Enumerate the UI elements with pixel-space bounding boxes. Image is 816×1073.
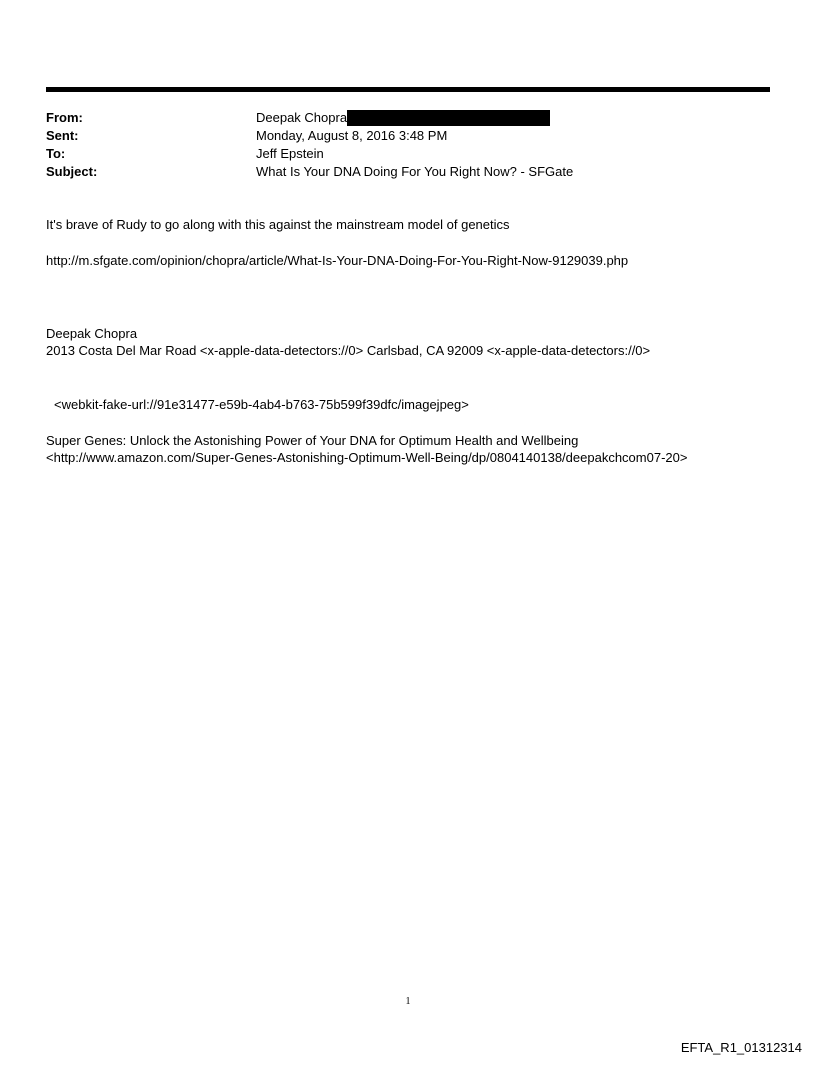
email-header [46, 109, 770, 181]
header-to-row [46, 145, 770, 163]
from-value [256, 109, 770, 127]
body-line-1: It's brave of Rudy to go along with this against the mainstream model of genetics [46, 217, 510, 232]
sent-value: Monday, August 8, 2016 3:48 PM [256, 128, 448, 143]
page-number: 1 [405, 996, 411, 1007]
from-name: Deepak Chopra [256, 110, 348, 125]
redaction-block [347, 110, 550, 126]
to-label: To: [46, 146, 66, 161]
header-sent-row [46, 127, 770, 145]
header-from-row [46, 109, 770, 127]
header-rule [46, 87, 770, 92]
signature-name: Deepak Chopra [46, 326, 138, 341]
document-id: EFTA_R1_01312314 [680, 1040, 802, 1055]
subject-label: Subject: [46, 164, 98, 179]
book-link[interactable]: <http://www.amazon.com/Super-Genes-Astonishing-Optimum-Well-Being/dp/0804140138/deepakchcom07-20> [46, 450, 688, 465]
sent-label: Sent: [46, 128, 79, 143]
from-label: From: [46, 110, 83, 125]
image-placeholder-text: <webkit-fake-url://91e31477-e59b-4ab4-b763-75b599f39dfc/imagejpeg> [54, 397, 469, 412]
book-title: Super Genes: Unlock the Astonishing Power of Your DNA for Optimum Health and Wellbeing [46, 433, 579, 448]
to-value: Jeff Epstein [256, 146, 324, 161]
header-subject-row [46, 163, 770, 181]
article-link[interactable]: http://m.sfgate.com/opinion/chopra/article/What-Is-Your-DNA-Doing-For-You-Right-Now-9129039.php [46, 253, 629, 268]
subject-value: What Is Your DNA Doing For You Right Now? - SFGate [256, 164, 574, 179]
signature-address: 2013 Costa Del Mar Road <x-apple-data-detectors://0> Carlsbad, CA 92009 <x-apple-data-detectors://0> [46, 343, 651, 358]
